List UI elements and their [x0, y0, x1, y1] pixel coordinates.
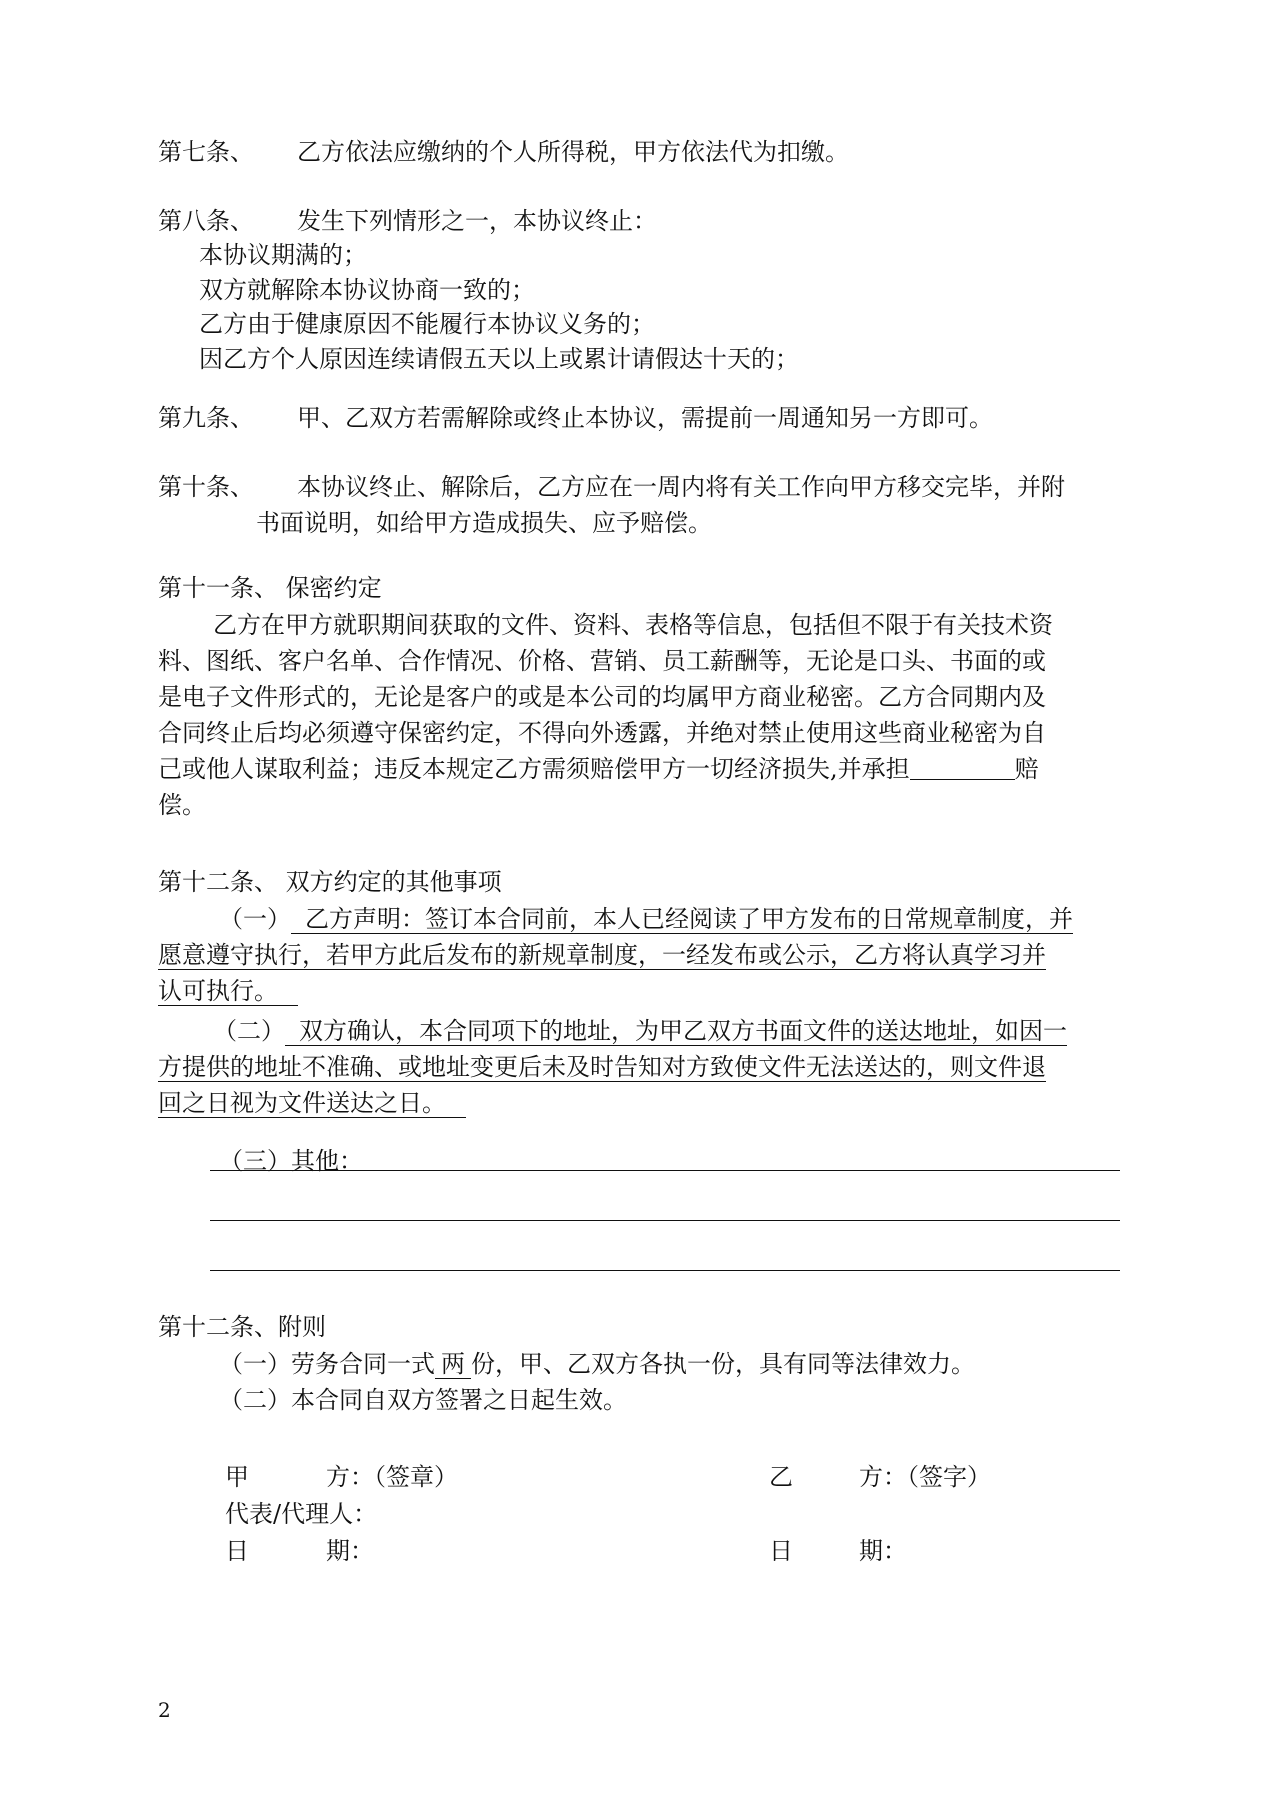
- item-2-text: 方提供的地址不准确、或地址变更后未及时告知对方致使文件无法送达的，则文件退: [158, 1053, 1046, 1081]
- representative-label: 代表/代理人：: [225, 1500, 378, 1528]
- blank-line-3: [210, 1270, 1120, 1271]
- article-11-compensation-word: 赔: [1014, 755, 1039, 783]
- article-10-text: 本协议终止、解除后，乙方应在一周内将有关工作向甲方移交完毕，并附: [297, 473, 1065, 501]
- party-a-label: 甲: [225, 1463, 249, 1491]
- article-8-item: 乙方由于健康原因不能履行本协议义务的；: [199, 310, 655, 338]
- page-number: 2: [158, 1698, 171, 1722]
- date-b-value: 期：: [859, 1537, 907, 1565]
- supplementary-item-1: [219, 1346, 975, 1382]
- article-8: [158, 203, 657, 239]
- article-12-item-2-line: [158, 1049, 1046, 1085]
- article-8-item: 本协议期满的；: [199, 241, 367, 269]
- article-10: [158, 469, 1065, 505]
- article-8-item: 因乙方个人原因连续请假五天以上或累计请假达十天的；: [199, 345, 799, 373]
- article-12-item-1: [219, 901, 1073, 937]
- article-8-item: 双方就解除本协议协商一致的；: [199, 276, 535, 304]
- article-8-heading: 第八条、: [158, 207, 254, 235]
- article-8-text: 发生下列情形之一，本协议终止：: [297, 207, 657, 235]
- article-11-paragraph-line: 乙方在甲方就职期间获取的文件、资料、表格等信息，包括但不限于有关技术资: [213, 611, 1053, 639]
- supplementary-item-2: （二）本合同自双方签署之日起生效。: [219, 1386, 627, 1414]
- date-b-label: 日: [769, 1537, 793, 1565]
- article-10-continuation: 书面说明，如给甲方造成损失、应予赔偿。: [256, 509, 712, 537]
- item-1-text: 乙方声明：签订本合同前，本人已经阅读了甲方发布的日常规章制度，并: [291, 905, 1073, 934]
- article-12-item-1-line: [158, 973, 298, 1009]
- article-12-item-3: （三）其他：: [219, 1147, 363, 1175]
- article-12-title: 第十二条、 双方约定的其他事项: [158, 868, 502, 896]
- party-b-signature: 方：（签字）: [859, 1463, 991, 1491]
- date-a-value: 期：: [326, 1537, 374, 1565]
- article-11-liability-text: 己或他人谋取利益；违反本规定乙方需须赔偿甲方一切经济损失,并承担: [158, 755, 910, 783]
- article-11-paragraph-line: 合同终止后均必须遵守保密约定，不得向外透露，并绝对禁止使用这些商业秘密为自: [158, 719, 1046, 747]
- item-2-prefix: （二）: [213, 1017, 285, 1045]
- article-12-item-1-line: [158, 937, 1046, 973]
- item-1-text: 愿意遵守执行，若甲方此后发布的新规章制度，一经发布或公示，乙方将认真学习并: [158, 941, 1046, 969]
- blank-line-2: [210, 1220, 1120, 1221]
- party-a-signature: 方：（签章）: [326, 1463, 458, 1491]
- item-2-text: 双方确认，本合同项下的地址，为甲乙双方书面文件的送达地址，如因一: [285, 1017, 1067, 1046]
- article-11-title: 第十一条、 保密约定: [158, 574, 382, 602]
- article-12-item-2: [213, 1013, 1067, 1049]
- liability-blank-field: [910, 755, 1015, 780]
- article-7: [158, 134, 849, 170]
- supplementary-item-1-pre: （一）劳务合同一式: [219, 1350, 435, 1378]
- article-7-text: 乙方依法应缴纳的个人所得税，甲方依法代为扣缴。: [297, 138, 849, 166]
- article-9: [158, 400, 993, 436]
- supplementary-item-1-post: 份，甲、乙双方各执一份，具有同等法律效力。: [471, 1350, 975, 1378]
- article-11-paragraph-line: 偿。: [158, 791, 206, 819]
- item-2-text: 回之日视为文件送达之日。: [158, 1089, 466, 1118]
- article-9-heading: 第九条、: [158, 404, 254, 432]
- date-a-label: 日: [225, 1537, 249, 1565]
- article-11-paragraph-line: 是电子文件形式的，无论是客户的或是本公司的均属甲方商业秘密。乙方合同期内及: [158, 683, 1046, 711]
- article-10-heading: 第十条、: [158, 473, 254, 501]
- blank-line-1: [210, 1170, 1120, 1171]
- item-1-prefix: （一）: [219, 905, 291, 933]
- article-12-item-2-line: [158, 1085, 466, 1121]
- party-b-label: 乙: [769, 1463, 793, 1491]
- article-11-paragraph-line: 料、图纸、客户名单、合作情况、价格、营销、员工薪酬等，无论是口头、书面的或: [158, 647, 1046, 675]
- item-1-text: 认可执行。: [158, 977, 298, 1006]
- article-9-text: 甲、乙双方若需解除或终止本协议，需提前一周通知另一方即可。: [297, 404, 993, 432]
- article-7-heading: 第七条、: [158, 138, 254, 166]
- article-11-paragraph-line: [158, 751, 1039, 787]
- copies-count: 两: [435, 1350, 471, 1379]
- supplementary-title: 第十二条、附则: [158, 1313, 326, 1341]
